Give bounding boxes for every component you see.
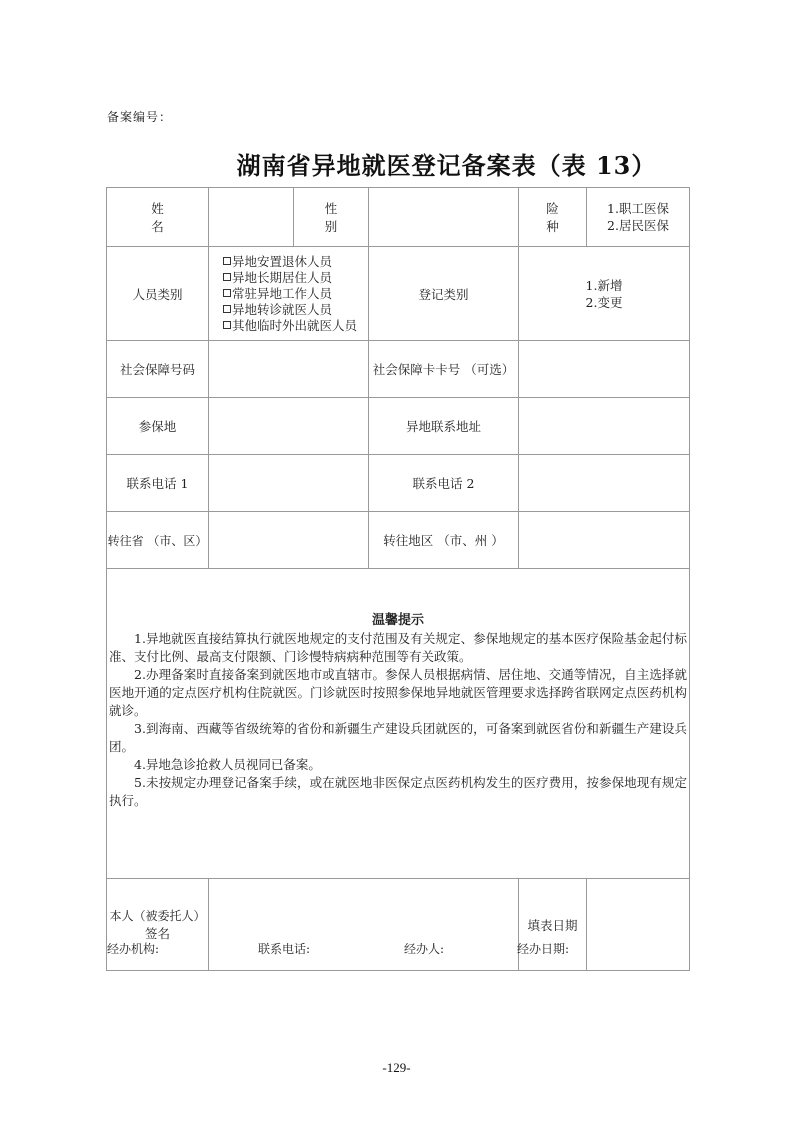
tip-item: 2.办理备案时直接备案到就医地市或直辖市。参保人员根据病情、居住地、交通等情况，自主选择就医地开通的定点医疗机构住院就医。门诊就医时按照参保地异地就医管理要求选择跨省联网定点医药机构就诊。 [109, 667, 687, 718]
option-label: 异地长期居住人员 [232, 269, 333, 285]
personnel-category-option[interactable] [223, 254, 368, 270]
signature-field[interactable] [209, 879, 519, 971]
checkbox-icon[interactable] [223, 321, 231, 329]
insurance-type-option[interactable]: 1.职工医保 [607, 201, 669, 216]
registration-type-options[interactable] [519, 247, 690, 341]
footer-handler-label: 经办人: [404, 942, 445, 956]
social-security-number-field[interactable] [209, 341, 369, 398]
form-row-category [107, 247, 690, 341]
page-title [0, 146, 793, 181]
option-label: 异地转诊就医人员 [232, 301, 333, 317]
form-row-tips [107, 569, 690, 879]
tips-title: 温馨提示 [371, 613, 424, 628]
page-number: -129- [382, 1060, 411, 1075]
registration-type-label: 登记类别 [369, 247, 519, 341]
insurance-type-label: 险种 [519, 188, 587, 247]
option-label: 其他临时外出就医人员 [232, 317, 358, 333]
form-row-address [107, 398, 690, 455]
name-label: 姓名 [107, 188, 209, 247]
social-security-card-field[interactable] [519, 341, 690, 398]
social-security-card-label: 社会保障卡卡号 （可选） [369, 341, 519, 398]
checkbox-icon[interactable] [223, 273, 231, 281]
registration-form-table [106, 187, 690, 971]
record-number-label: 备案编号： [107, 110, 173, 124]
destination-province-label: 转往省 （市、区） [107, 512, 209, 569]
destination-region-label: 转往地区 （市、州 ） [369, 512, 519, 569]
personnel-category-option[interactable] [223, 302, 368, 318]
personnel-category-options [209, 247, 369, 341]
personnel-category-label: 人员类别 [107, 247, 209, 341]
option-label: 异地安置退休人员 [232, 253, 333, 269]
page-title-text: 湖南省异地就医登记备案表（表 13） [236, 151, 657, 180]
footer-phone-label: 联系电话: [258, 942, 311, 956]
remote-address-field[interactable] [519, 398, 690, 455]
fill-date-field[interactable] [587, 879, 690, 971]
checkbox-icon[interactable] [223, 289, 231, 297]
destination-region-field[interactable] [519, 512, 690, 569]
remote-address-label: 异地联系地址 [369, 398, 519, 455]
phone1-field[interactable] [209, 455, 369, 512]
insurance-type-option[interactable]: 2.居民医保 [607, 218, 669, 233]
form-row-social-security [107, 341, 690, 398]
tip-item: 1.异地就医直接结算执行就医地规定的支付范围及有关规定、参保地规定的基本医疗保险基金起付标准、支付比例、最高支付限额、门诊慢特病病种范围等有关政策。 [109, 631, 687, 664]
social-security-number-label: 社会保障号码 [107, 341, 209, 398]
phone2-field[interactable] [519, 455, 690, 512]
form-row-destination [107, 512, 690, 569]
insured-place-label: 参保地 [107, 398, 209, 455]
signature-label-line2: 签名 [144, 925, 170, 941]
footer-date-label: 经办日期: [517, 942, 570, 956]
phone1-label: 联系电话 1 [107, 455, 209, 512]
form-row-signature [107, 879, 690, 971]
tip-item: 5.未按规定办理登记备案手续，或在就医地非医保定点医药机构发生的医疗费用，按参保地现有规定执行。 [109, 775, 687, 808]
personnel-category-option[interactable] [223, 318, 368, 334]
tips-section [107, 569, 690, 879]
option-label: 常驻异地工作人员 [232, 285, 333, 301]
personnel-category-option[interactable] [223, 270, 368, 286]
name-field[interactable] [209, 188, 294, 247]
registration-type-option[interactable]: 2.变更 [585, 294, 623, 310]
signature-label-line1: 本人（被委托人） [109, 908, 206, 923]
form-row-basic-info [107, 188, 690, 247]
checkbox-icon[interactable] [223, 305, 231, 313]
insurance-type-options[interactable] [587, 188, 690, 247]
footer-agency-label: 经办机构: [107, 942, 160, 956]
tip-item: 4.异地急诊抢救人员视同已备案。 [134, 757, 321, 772]
insured-place-field[interactable] [209, 398, 369, 455]
tip-item: 3.到海南、西藏等省级统筹的省份和新疆生产建设兵团就医的，可备案到就医省份和新疆生产建设兵团。 [109, 721, 687, 754]
gender-field[interactable] [369, 188, 519, 247]
checkbox-icon[interactable] [223, 257, 231, 265]
destination-province-field[interactable] [209, 512, 369, 569]
registration-type-option[interactable]: 1.新增 [585, 277, 623, 293]
personnel-category-option[interactable] [223, 286, 368, 302]
form-row-phone [107, 455, 690, 512]
fill-date-label: 填表日期 [519, 879, 587, 971]
phone2-label: 联系电话 2 [369, 455, 519, 512]
gender-label: 性别 [294, 188, 369, 247]
